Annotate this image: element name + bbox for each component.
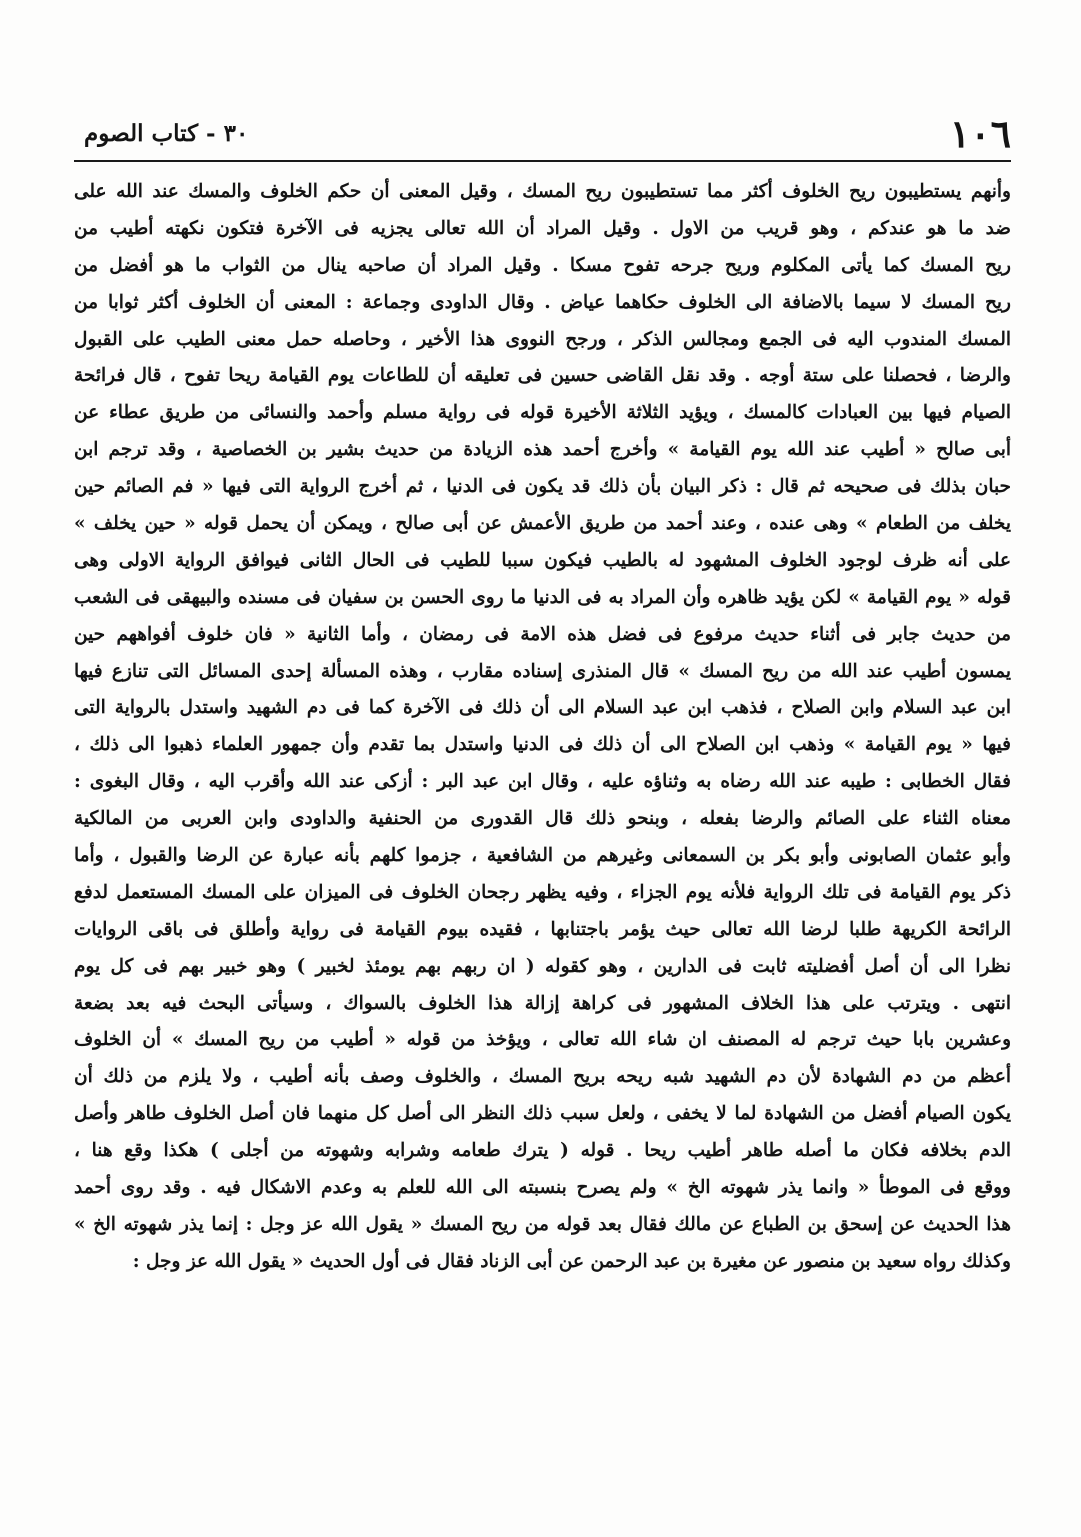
page-header <box>74 112 1011 162</box>
text-line: أعظم من دم الشهادة لأن دم الشهيد شبه ريحه بريح المسك ، والخلوف وصف بأنه أطيب ، ولا يلزم من ذلك أن <box>74 1066 1011 1088</box>
text-line: وكذلك رواه سعيد بن منصور عن مغيرة بن عبد الرحمن عن أبى الزناد فقال فى أول الحديث « يقول الله عز وجل : <box>132 1250 1011 1272</box>
text-line: ضد ما هو عندكم ، وهو قريب من الاول . وقيل المراد أن الله تعالى يجزيه فى الآخرة فتكون نكهته أطيب من <box>74 217 1011 239</box>
text-line: معناه الثناء على الصائم والرضا بفعله ، وبنحو ذلك قال القدورى من الحنفية والداودى وابن العربى من المالكية <box>74 808 1011 830</box>
text-line: وأنهم يستطيبون ريح الخلوف أكثر مما تستطيبون ريح المسك ، وقيل المعنى أن حكم الخلوف والمسك عند الله على <box>74 181 1011 202</box>
text-line: وأبو عثمان الصابونى وأبو بكر بن السمعانى وغيرهم من الشافعية ، جزموا كلهم بأنه عبارة عن الرضا والقبول ، وأما <box>74 845 1011 867</box>
text-line: ابن عبد السلام وابن الصلاح ، فذهب ابن عبد السلام الى أن ذلك فى الآخرة كما فى دم الشهيد واستدل بالرواية التى <box>74 697 1011 719</box>
text-line: فقال الخطابى : طيبه عند الله رضاه به وثناؤه عليه ، وقال ابن عبد البر : أزكى عند الله وأقرب اليه ، وقال البغوى : <box>74 771 1011 793</box>
text-line: على أنه ظرف لوجود الخلوف المشهود له بالطيب فيكون سببا للطيب فى الحال الثانى فيوافق الرواية الاولى وهى <box>74 549 1011 571</box>
text-line: ريح المسك لا سيما بالاضافة الى الخلوف حكاهما عياض . وقال الداودى وجماعة : المعنى أن الخلوف أكثر ثوابا من <box>74 291 1011 313</box>
text-line: ووقع فى الموطأ « وانما يذر شهوته الخ » ولم يصرح بنسبته الى الله للعلم به وعدم الاشكال فيه . وقد روى أحمد <box>74 1177 1011 1199</box>
text-line: فيها « يوم القيامة » وذهب ابن الصلاح الى أن ذلك فى الدنيا واستدل بما تقدم وأن جمهور العلماء ذهبوا الى ذلك ، <box>74 734 1011 756</box>
text-line: الدم بخلافه فكان ما أصله طاهر أطيب ريحا . قوله ( يترك طعامه وشرابه وشهوته من أجلى ) هكذا وقع هنا ، <box>74 1140 1011 1162</box>
text-line: يكون الصيام أفضل من الشهادة لما لا يخفى ، ولعل سبب ذلك النظر الى أصل كل منهما فان أصل الخلوف طاهر وأصل <box>74 1103 1011 1125</box>
text-line: حبان بذلك فى صحيحه ثم قال : ذكر البيان بأن ذلك قد يكون فى الدنيا ، ثم أخرج الرواية التى فيها « فم الصائم حين <box>74 476 1011 498</box>
text-line: قوله « يوم القيامة » لكن يؤيد ظاهره وأن المراد به فى الدنيا ما روى الحسن بن سفيان فى مسنده والبيهقى فى الشعب <box>74 586 1011 608</box>
text-line: الصيام فيها بين العبادات كالمسك ، ويؤيد الثلاثة الأخيرة قوله فى رواية مسلم وأحمد والنسائى من طريق عطاء عن <box>74 402 1011 424</box>
text-line: المسك المندوب اليه فى الجمع ومجالس الذكر ، ورجح النووى هذا الأخير ، وحاصله حمل معنى الطيب على القبول <box>74 328 1011 350</box>
text-line: يمسون أطيب عند الله من ريح المسك » قال المنذرى إسناده مقارب ، وهذه المسألة إحدى المسائل التى تنازع فيها <box>74 660 1011 682</box>
text-line: ريح المسك كما يأتى المكلوم وريح جرحه تفوح مسكا . وقيل المراد أن صاحبه ينال من الثواب ما هو أفضل من <box>74 254 1011 276</box>
text-line: انتهى . ويترتب على هذا الخلاف المشهور فى كراهة إزالة هذا الخلوف بالسواك ، وسيأتى البحث فيه بعد بضعة <box>74 992 1011 1014</box>
text-line: والرضا ، فحصلنا على ستة أوجه . وقد نقل القاضى حسين فى تعليقه أن للطاعات يوم القيامة ريحا تفوح ، قال فرائحة <box>74 365 1011 387</box>
text-line: يخلف من الطعام » وهى عنده ، وعند أحمد من طريق الأعمش عن أبى صالح ، ويمكن أن يحمل قوله « حين يخلف » <box>74 513 1011 535</box>
text-line: ذكر يوم القيامة فى تلك الرواية فلأنه يوم الجزاء ، وفيه يظهر رجحان الخلوف فى الميزان على المسك المستعمل لدفع <box>74 881 1011 903</box>
text-line: نظرا الى أن أصل أفضليته ثابت فى الدارين ، وهو كقوله ( ان ربهم بهم يومئذ لخبير ) وهو خبير بهم فى كل يوم <box>74 955 1011 977</box>
page-number: ١٠٦ <box>949 111 1011 156</box>
text-line: من حديث جابر فى أثناء حديث مرفوع فى فضل هذه الامة فى رمضان ، وأما الثانية « فان خلوف أفواههم حين <box>74 623 1011 645</box>
text-line: أبى صالح « أطيب عند الله يوم القيامة » وأخرج أحمد هذه الزيادة من حديث بشير بن الخصاصية ، وقد ترجم ابن <box>74 439 1011 461</box>
text-line: وعشرين بابا حيث ترجم له المصنف ان شاء الله تعالى ، ويؤخذ من قوله « أطيب من ريح المسك » أن الخلوف <box>74 1029 1011 1051</box>
body-text <box>74 174 1011 1281</box>
running-head: ٣٠ - كتاب الصوم <box>84 120 249 147</box>
text-line: الرائحة الكريهة طلبا لرضا الله تعالى حيث يؤمر باجتنابها ، فقيده بيوم القيامة فى رواية وأطلق فى باقى الروايات <box>74 918 1011 940</box>
text-line: هذا الحديث عن إسحق بن الطباع عن مالك فقال بعد قوله من ريح المسك « يقول الله عز وجل : إنما يذر شهوته الخ » <box>74 1213 1011 1235</box>
